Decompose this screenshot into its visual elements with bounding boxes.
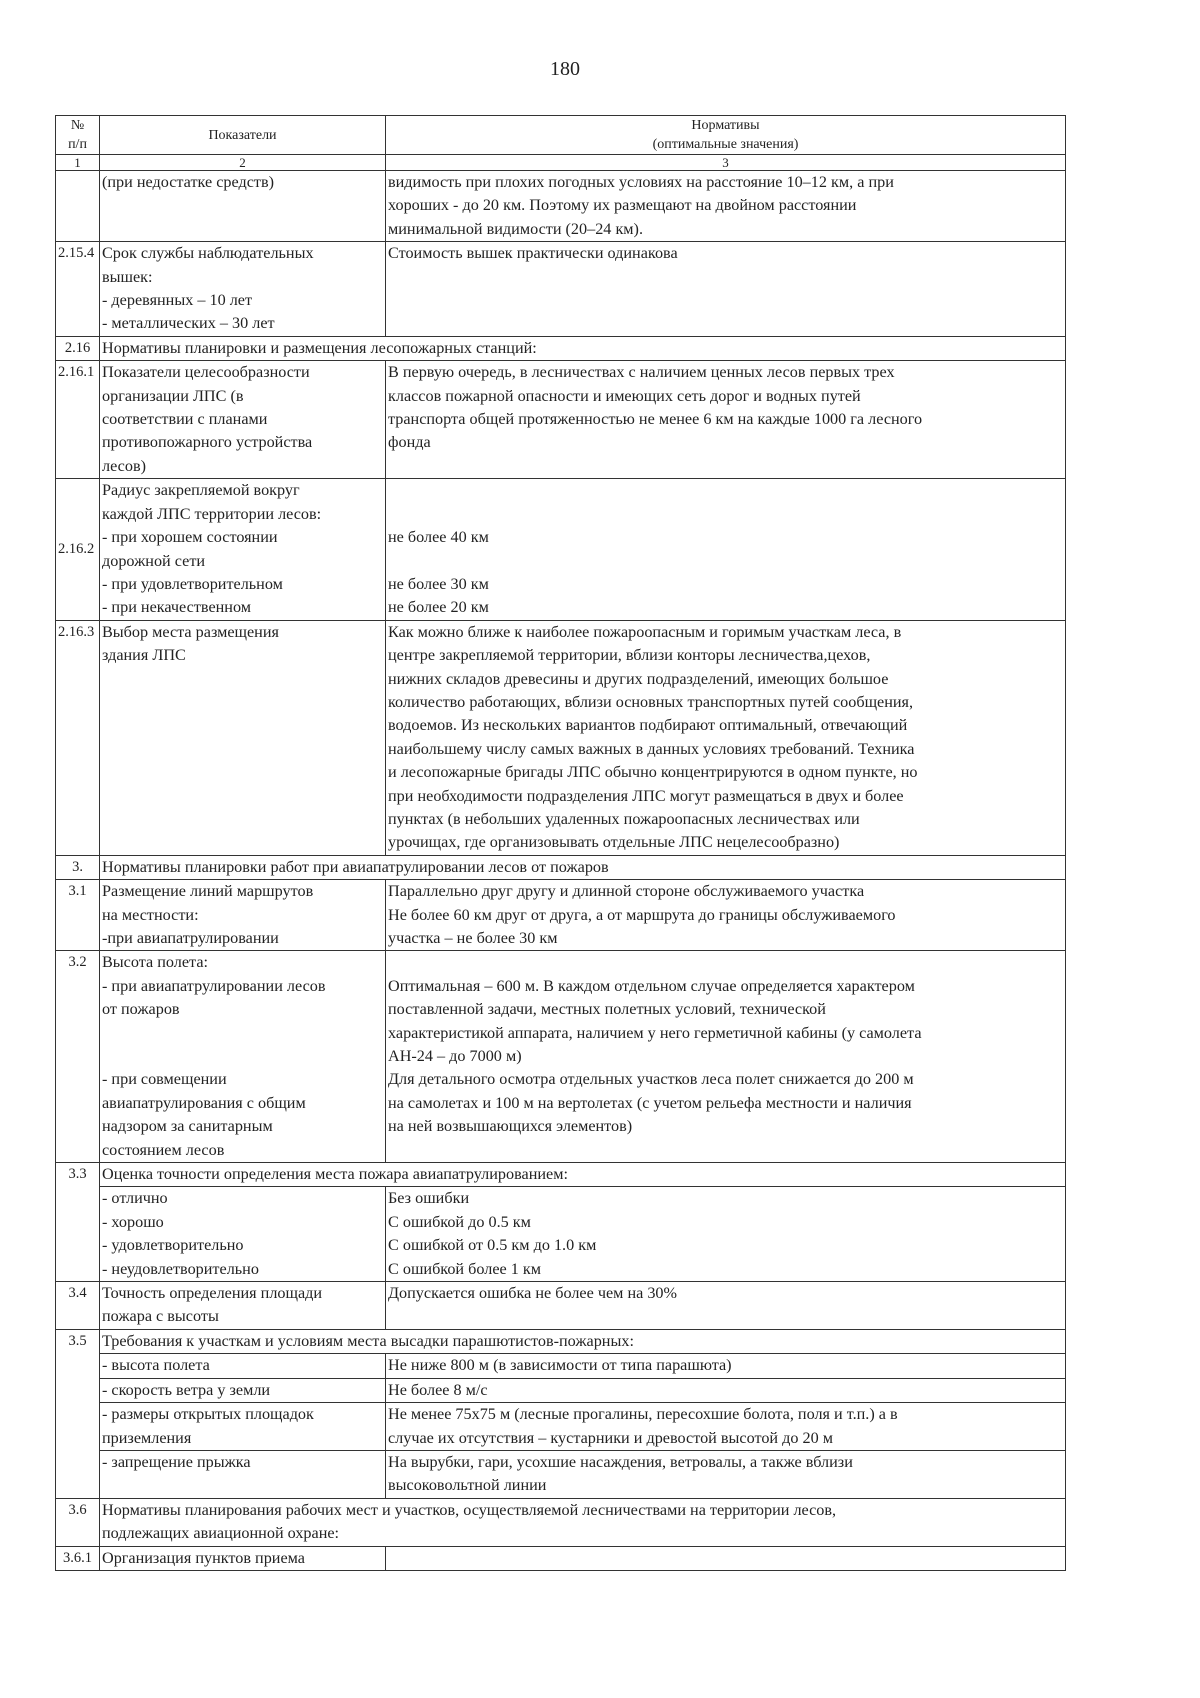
column-index-row: 1 2 3 [56, 155, 1066, 171]
section-row: 3.6 Нормативы планирования рабочих мест и участков, осуществляемой лесничествами на территории лесов, подлежащих авиационной охране: [56, 1498, 1066, 1546]
header-indicators: Показатели [100, 116, 386, 155]
section-row: 3.5 Требования к участкам и условиям места высадки парашютистов-пожарных: [56, 1329, 1066, 1353]
table-row: 3.2 Высота полета: - при авиапатрулировании лесов от пожаров - при совмещении авиапатрулирования с общим надзором за санитарным состоянием лесов Оптимальная – 600 м. В каждом отдельном случае определяется характером поставленной задачи, местных полетных условий, технической характеристикой аппарата, наличием у него герметичной кабины (у самолета АН-24 – до 7000 м) Для детального осмотра отдельных участков леса полет снижается до 200 м на самолетах и 100 м на вертолетах (с учетом рельефа местности и наличия на ней возвышающихся элементов) [56, 951, 1066, 1163]
section-row: 2.16 Нормативы планировки и размещения лесопожарных станций: [56, 336, 1066, 360]
table-row: 3.1 Размещение линий маршрутов на местности: -при авиапатрулировании Параллельно друг другу и длинной стороне обслуживаемого участка Не более 60 км друг от друга, а от маршрута до границы обслуживаемого участка – не более 30 км [56, 880, 1066, 951]
table-row: - размеры открытых площадок приземления Не менее 75х75 м (лесные прогалины, пересохшие болота, поля и т.п.) а в случае их отсутствия – кустарники и древостой высотой до 20 м [56, 1403, 1066, 1451]
table-row: - высота полета Не ниже 800 м (в зависимости от типа парашюта) [56, 1354, 1066, 1378]
table-row: 2.15.4 Срок службы наблюдательных вышек: - деревянных – 10 лет - металлических – 30 лет Стоимость вышек практически одинакова [56, 242, 1066, 337]
table-row: - отлично - хорошо - удовлетворительно - неудовлетворительно Без ошибки С ошибкой до 0.5 км С ошибкой от 0.5 км до 1.0 км С ошибкой более 1 км [56, 1187, 1066, 1282]
table-row: - запрещение прыжка На вырубки, гари, усохшие насаждения, ветровалы, а также вблизи высоковольтной линии [56, 1450, 1066, 1498]
table-row: 3.4 Точность определения площади пожара с высоты Допускается ошибка не более чем на 30% [56, 1282, 1066, 1330]
table-row: (при недостатке средств) видимость при плохих погодных условиях на расстояние 10–12 км, а при хороших - до 20 км. Поэтому их размещают на двойном расстоянии минимальной видимости (20–24 км). [56, 171, 1066, 242]
norms-table [55, 115, 1066, 1571]
table-row: 2.16.3 Выбор места размещения здания ЛПС Как можно ближе к наиболее пожароопасным и горимым участкам леса, в центре закрепляемой территории, вблизи конторы лесничества,цехов, нижних складов древесины и других подразделений, имеющих большое количество работающих, вблизи основных транспортных путей сообщения, водоемов. Из нескольких вариантов подбирают оптимальный, отвечающий наибольшему числу самых важных в данных условиях требований. Техника и лесопожарные бригады ЛПС обычно концентрируются в одном пункте, но при необходимости подразделения ЛПС могут размещаться в двух и более пунктах (в небольших удаленных пожароопасных лесничествах или урочищах, где организовывать отдельные ЛПС нецелесообразно) [56, 620, 1066, 855]
header-norms: Нормативы (оптимальные значения) [386, 116, 1066, 155]
table-row: - скорость ветра у земли Не более 8 м/с [56, 1378, 1066, 1402]
table-row: 2.16.1 Показатели целесообразности организации ЛПС (в соответствии с планами противопожарного устройства лесов) В первую очередь, в лесничествах с наличием ценных лесов первых трех классов пожарной опасности и имеющих сеть дорог и водных путей транспорта общей протяженностью не менее 6 км на каждые 1000 га лесного фонда [56, 361, 1066, 479]
table-row: 3.6.1 Организация пунктов приема [56, 1546, 1066, 1570]
page-number: 180 [550, 58, 580, 80]
table-header [56, 116, 1066, 155]
section-row: 3.3 Оценка точности определения места пожара авиапатрулированием: [56, 1163, 1066, 1187]
section-row: 3. Нормативы планировки работ при авиапатрулировании лесов от пожаров [56, 855, 1066, 879]
header-number: № п/п [56, 116, 100, 155]
table-row: 2.16.2 Радиус закрепляемой вокруг каждой ЛПС территории лесов: - при хорошем состоянии дорожной сети - при удовлетворительном - при некачественном не более 40 км не более 30 км не более 20 км [56, 479, 1066, 620]
